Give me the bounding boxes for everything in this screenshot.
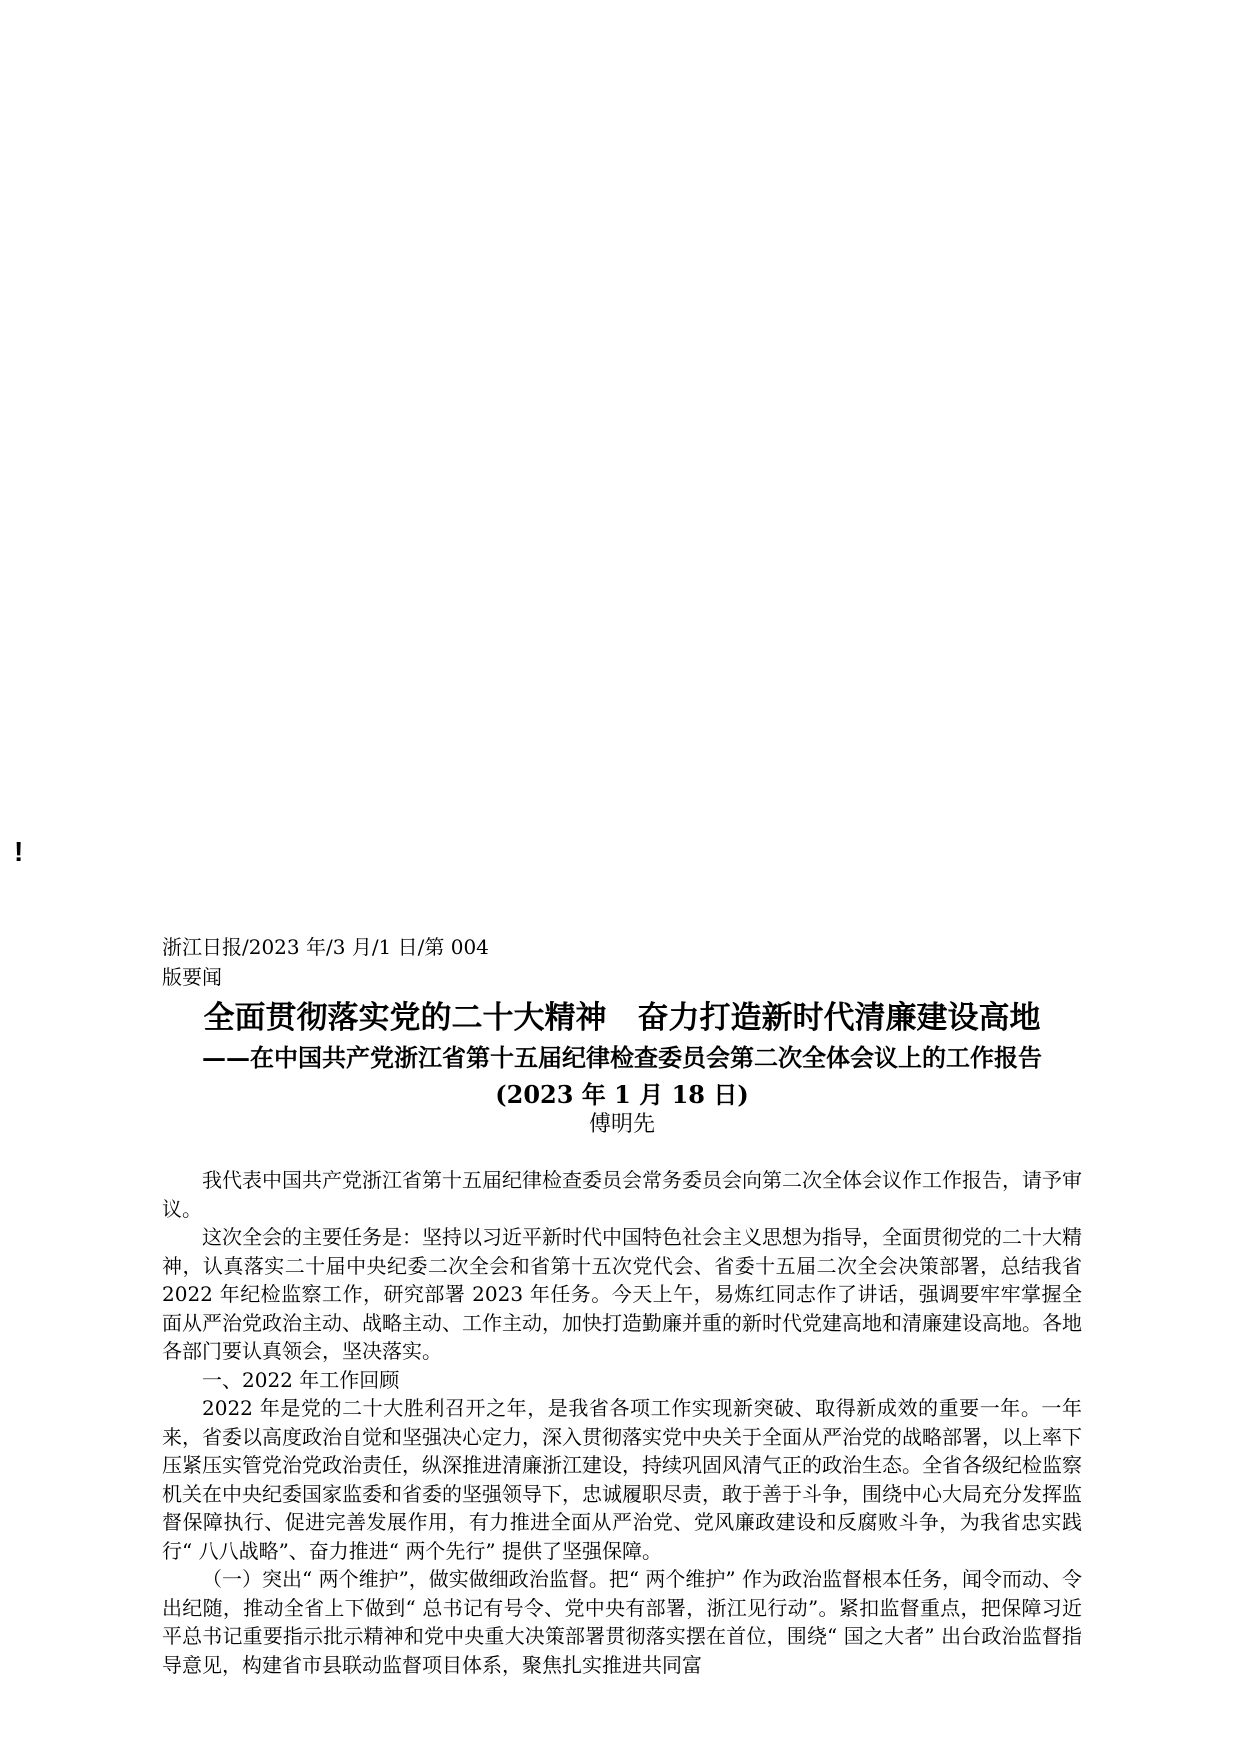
source-line: 浙江日报/2023 年/3 月/1 日/第 004 (162, 935, 489, 959)
section-heading: 一、2022 年工作回顾 (202, 1367, 400, 1392)
section-line: 版要闻 (162, 965, 222, 989)
article-date: (2023 年 1 月 18 日) (495, 1080, 749, 1109)
article-body (162, 1166, 1082, 1679)
exclamation-mark: ! (14, 836, 24, 867)
paragraph: 我代表中国共产党浙江省第十五届纪律检查委员会常务委员会向第二次全体会议作工作报告，请予审议。 (162, 1168, 1082, 1221)
paragraph: 这次全会的主要任务是：坚持以习近平新时代中国特色社会主义思想为指导，全面贯彻党的二十大精神，认真落实二十届中央纪委二次全会和省第十五次党代会、省委十五届二次全会决策部署，总结我省 2022 年纪检监察工作，研究部署 2023 年任务。今天上午，易炼红同志作了讲话，强调要牢牢掌握全面从严治党政治主动、战略主动、工作主动，加快打造勤廉并重的新时代党建高地和清廉建设高地。各地各部门要认真领会，坚决落实。 (162, 1225, 1082, 1363)
paragraph: 2022 年是党的二十大胜利召开之年，是我省各项工作实现新突破、取得新成效的重要一年。一年来，省委以高度政治自觉和坚强决心定力，深入贯彻落实党中央关于全面从严治党的战略部署，以上率下压紧压实管党治党政治责任，纵深推进清廉浙江建设，持续巩固风清气正的政治生态。全省各级纪检监察机关在中央纪委国家监委和省委的坚强领导下，忠诚履职尽责，敢于善于斗争，围绕中心大局充分发挥监督保障执行、促进完善发展作用，有力推进全面从严治党、党风廉政建设和反腐败斗争，为我省忠实践行“ 八八战略”、奋力推进“ 两个先行” 提供了坚强保障。 (162, 1396, 1082, 1563)
article-author: 傅明先 (588, 1112, 655, 1137)
article-subtitle: ——在中国共产党浙江省第十五届纪律检查委员会第二次全体会议上的工作报告 (202, 1043, 1042, 1072)
paragraph: （一）突出“ 两个维护”，做实做细政治监督。把“ 两个维护” 作为政治监督根本任务，闻令而动、令出纪随，推动全省上下做到“ 总书记有号令、党中央有部署，浙江见行动”。紧扣监督重点，把保障习近平总书记重要指示批示精神和党中央重大决策部署贯彻落实摆在首位，围绕“ 国之大者” 出台政治监督指导意见，构建省市县联动监督项目体系，聚焦扎实推进共同富 (162, 1567, 1082, 1677)
document-page (162, 932, 1082, 1679)
article-title: 全面贯彻落实党的二十大精神 奋力打造新时代清廉建设高地 (203, 1000, 1041, 1036)
